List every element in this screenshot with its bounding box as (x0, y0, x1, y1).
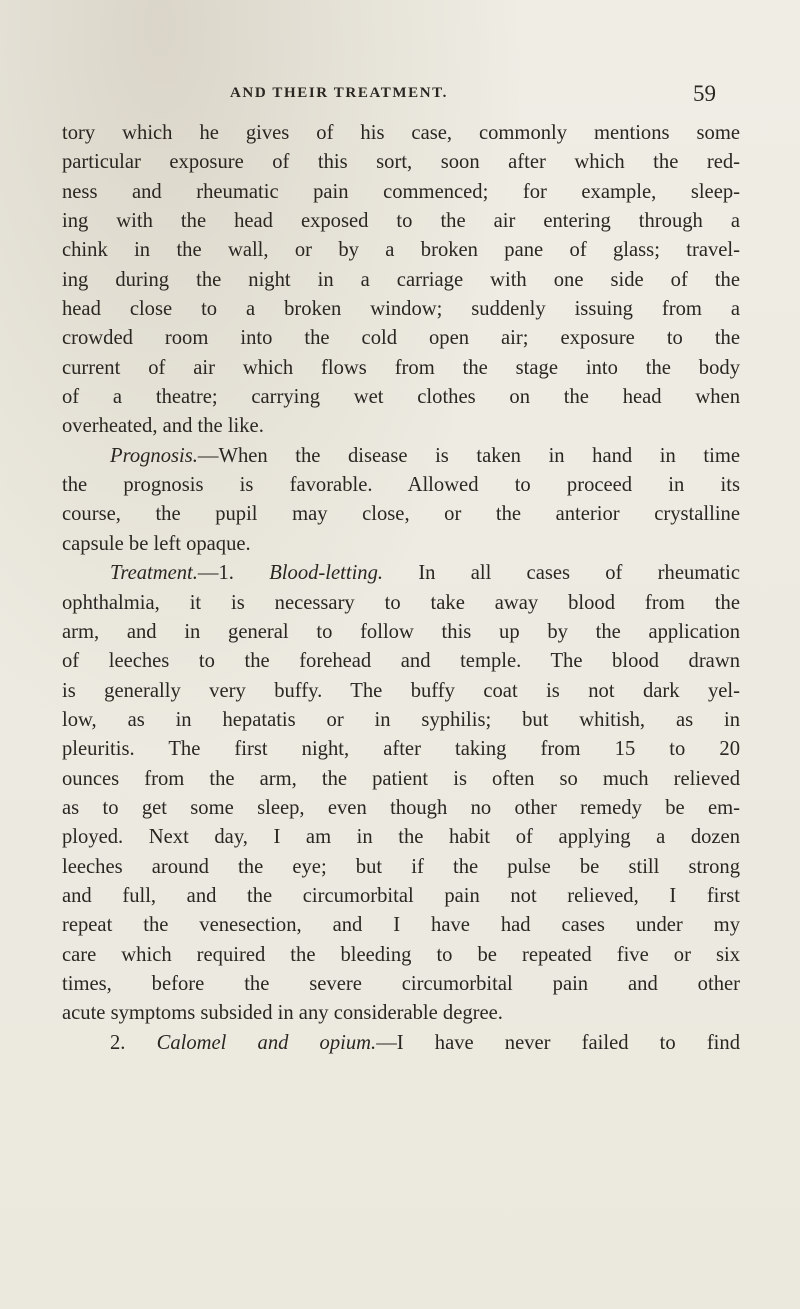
text-line: of a theatre; carrying wet clothes on the head when (62, 386, 740, 409)
text-line: repeat the venesection, and I have had cases under my (62, 914, 740, 937)
text-line: low, as in hepatatis or in syphilis; but whitish, as in (62, 708, 740, 731)
text-line: capsule be left opaque. (62, 532, 251, 555)
text-line: particular exposure of this sort, soon after which the red- (62, 151, 740, 174)
text-line: of leeches to the forehead and temple. The blood drawn (62, 650, 740, 673)
running-title: AND THEIR TREATMENT. (230, 85, 449, 101)
text-line: care which required the bleeding to be repeated five or six (62, 943, 740, 966)
text-line: overheated, and the like. (62, 415, 264, 438)
text-line: and full, and the circumorbital pain not relieved, I first (62, 884, 740, 907)
text-line: ophthalmia, it is necessary to take away blood from the (62, 591, 740, 614)
text-line: current of air which flows from the stage into the body (62, 356, 740, 379)
text-line: times, before the severe circumorbital pain and other (62, 972, 740, 995)
text-line: head close to a broken window; suddenly issuing from a (62, 298, 740, 321)
calomel-text: —I have never failed to find (376, 1031, 741, 1054)
text-line: is generally very buffy. The buffy coat is not dark yel- (62, 679, 740, 702)
text-line: ness and rheumatic pain commenced; for example, sleep- (62, 180, 740, 203)
treatment-number: —1. (197, 562, 234, 585)
prognosis-text: —When the disease is taken in hand in time (197, 444, 740, 467)
page-number: 59 (693, 81, 716, 106)
calomel-subheading: Calomel and opium. (156, 1031, 377, 1054)
treatment-first-line (62, 559, 740, 588)
text-line: the prognosis is favorable. Allowed to proceed in its (62, 474, 740, 497)
text-line: arm, and in general to follow this up by the application (62, 620, 740, 643)
treatment-heading: Treatment. (110, 562, 198, 585)
text-line: crowded room into the cold open air; exposure to the (62, 327, 740, 350)
text-line: tory which he gives of his case, commonly mentions some (62, 122, 740, 144)
text-line: ounces from the arm, the patient is often so much relieved (62, 767, 740, 790)
text-line: course, the pupil may close, or the anterior crystalline (62, 503, 740, 526)
text-line: ing during the night in a carriage with one side of the (62, 268, 740, 291)
treatment-text: In all cases of rheumatic (418, 562, 741, 585)
text-line: as to get some sleep, even though no other remedy be em- (62, 796, 740, 819)
calomel-line (62, 1029, 740, 1058)
prognosis-first-line (62, 442, 740, 471)
text-line: ing with the head exposed to the air entering through a (62, 210, 740, 233)
text-line: pleuritis. The first night, after taking from 15 to 20 (62, 738, 740, 761)
prognosis-heading: Prognosis. (110, 444, 198, 467)
text-line: ployed. Next day, I am in the habit of applying a dozen (62, 826, 740, 849)
page-header (0, 81, 800, 111)
body-text (62, 119, 740, 1058)
text-line: leeches around the eye; but if the pulse be still strong (62, 855, 740, 878)
calomel-number: 2. (110, 1031, 126, 1054)
text-line: acute symptoms subsided in any considerable degree. (62, 1002, 503, 1025)
treatment-subheading: Blood-letting. (269, 562, 384, 585)
text-line: chink in the wall, or by a broken pane of glass; travel- (62, 239, 740, 262)
